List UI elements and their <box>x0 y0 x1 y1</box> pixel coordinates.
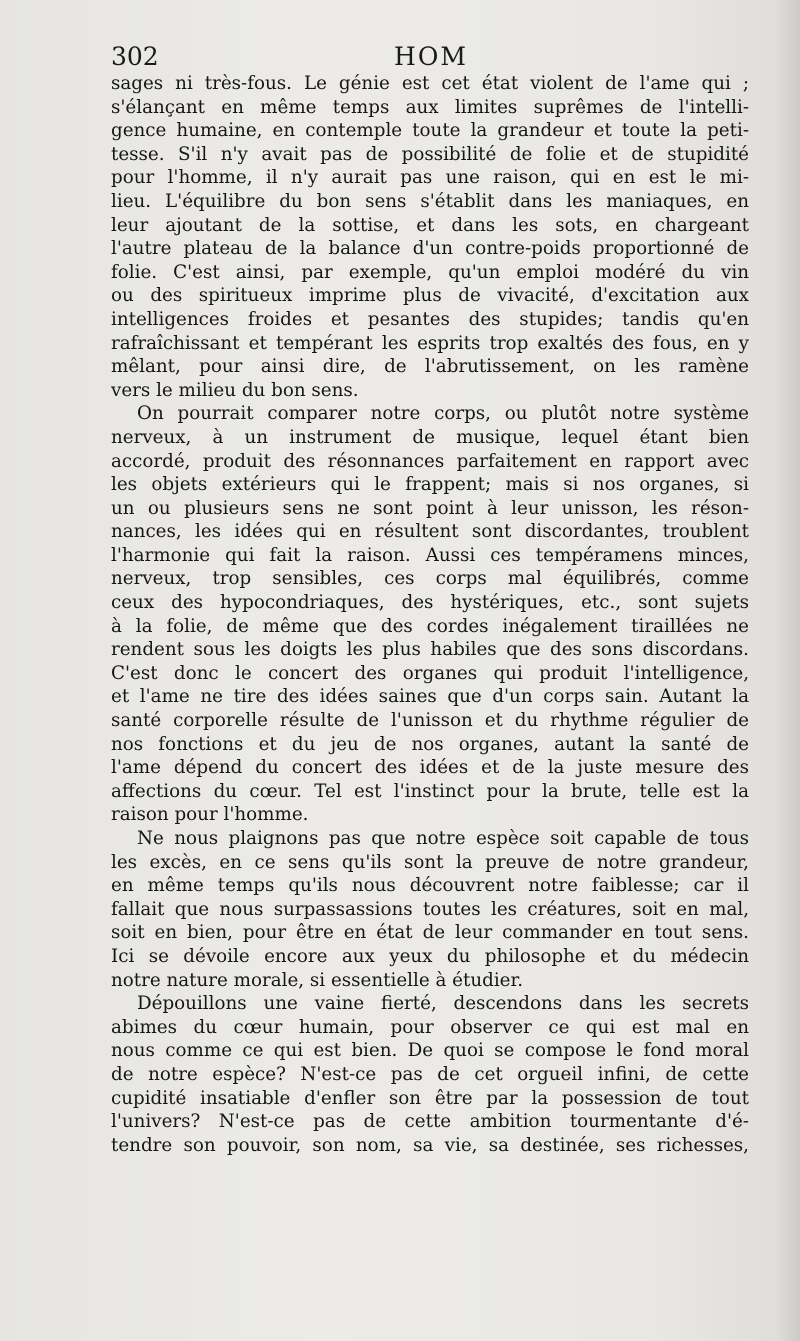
text-line: raison pour l'homme. <box>111 804 309 826</box>
text-line: pour l'homme, il n'y aurait pas une raison, qui en est le mi- <box>111 167 749 189</box>
text-line: s'élançant en même temps aux limites suprêmes de l'intelli- <box>111 96 749 118</box>
text-line: nerveux, à un instrument de musique, lequel étant bien <box>111 426 749 448</box>
text-line: l'univers? N'est-ce pas de cette ambition tourmentante d'é- <box>111 1111 749 1133</box>
text-line: Dépouillons une vaine fierté, descendons dans les secrets <box>137 993 749 1015</box>
text-line: lieu. L'équilibre du bon sens s'établit dans les maniaques, en <box>111 190 749 212</box>
text-line: en même temps qu'ils nous découvrent notre faiblesse; car il <box>111 875 749 897</box>
text-line: de notre espèce? N'est-ce pas de cet orgueil infini, de cette <box>111 1063 749 1085</box>
text-line: les excès, en ce sens qu'ils sont la preuve de notre grandeur, <box>111 851 749 873</box>
text-line: C'est donc le concert des organes qui produit l'intelligence, <box>111 662 749 684</box>
paragraph <box>111 992 749 1157</box>
text-line: rendent sous les doigts les plus habiles que des sons discordans. <box>111 639 749 661</box>
paragraph <box>111 72 749 402</box>
text-line: vers le milieu du bon sens. <box>111 379 359 401</box>
text-line: l'autre plateau de la balance d'un contre-poids proportionné de <box>111 238 749 260</box>
text-line: soit en bien, pour être en état de leur commander en tout sens. <box>111 922 749 944</box>
text-line: Ici se dévoile encore aux yeux du philosophe et du médecin <box>111 945 749 967</box>
text-line: et l'ame ne tire des idées saines que d'un corps sain. Autant la <box>111 686 749 708</box>
text-line: rafraîchissant et tempérant les esprits trop exaltés des fous, en y <box>111 332 749 354</box>
text-line: nous comme ce qui est bien. De quoi se compose le fond moral <box>111 1040 749 1062</box>
text-line: gence humaine, en contemple toute la grandeur et toute la peti- <box>111 120 749 142</box>
text-line: mêlant, pour ainsi dire, de l'abrutissement, on les ramène <box>111 356 749 378</box>
text-line: ceux des hypocondriaques, des hystériques, etc., sont sujets <box>111 592 749 614</box>
text-line: sages ni très-fous. Le génie est cet état violent de l'ame qui ; <box>111 73 749 94</box>
text-line: nances, les idées qui en résultent sont discordantes, troublent <box>111 521 749 543</box>
text-line: intelligences froides et pesantes des stupides; tandis qu'en <box>111 308 749 330</box>
text-line: accordé, produit des résonnances parfaitement en rapport avec <box>111 450 749 472</box>
text-line: à la folie, de même que des cordes inégalement tiraillées ne <box>111 615 749 637</box>
paragraph <box>111 402 749 827</box>
text-line: l'ame dépend du concert des idées et de la juste mesure des <box>111 757 749 779</box>
text-line: leur ajoutant de la sottise, et dans les sots, en chargeant <box>111 214 749 236</box>
text-line: tendre son pouvoir, son nom, sa vie, sa destinée, ses richesses, <box>111 1134 749 1156</box>
text-line: affections du cœur. Tel est l'instinct pour la brute, telle est la <box>111 780 749 802</box>
body-text <box>111 72 749 1157</box>
running-title: HOM <box>394 42 468 71</box>
text-line: l'harmonie qui fait la raison. Aussi ces tempéramens minces, <box>111 544 749 566</box>
text-line: cupidité insatiable d'enfler son être par la possession de tout <box>111 1087 749 1109</box>
running-head <box>111 40 751 74</box>
paragraph <box>111 827 749 992</box>
text-line: un ou plusieurs sens ne sont point à leur unisson, les réson- <box>111 497 749 519</box>
text-line: ou des spiritueux imprime plus de vivacité, d'excitation aux <box>111 285 749 307</box>
text-line: nerveux, trop sensibles, ces corps mal équilibrés, comme <box>111 568 749 590</box>
text-line: abimes du cœur humain, pour observer ce qui est mal en <box>111 1016 749 1038</box>
text-line: folie. C'est ainsi, par exemple, qu'un emploi modéré du vin <box>111 261 749 283</box>
text-line: Ne nous plaignons pas que notre espèce soit capable de tous <box>137 828 749 849</box>
text-line: santé corporelle résulte de l'unisson et du rhythme régulier de <box>111 710 749 732</box>
text-line: les objets extérieurs qui le frappent; mais si nos organes, si <box>111 474 749 496</box>
text-line: nos fonctions et du jeu de nos organes, autant la santé de <box>111 733 749 755</box>
page-number: 302 <box>111 42 159 71</box>
text-line: On pourrait comparer notre corps, ou plutôt notre système <box>137 403 749 425</box>
text-line: fallait que nous surpassassions toutes les créatures, soit en mal, <box>111 898 749 920</box>
text-line: notre nature morale, si essentielle à étudier. <box>111 969 524 991</box>
text-line: tesse. S'il n'y avait pas de possibilité de folie et de stupidité <box>111 143 749 165</box>
